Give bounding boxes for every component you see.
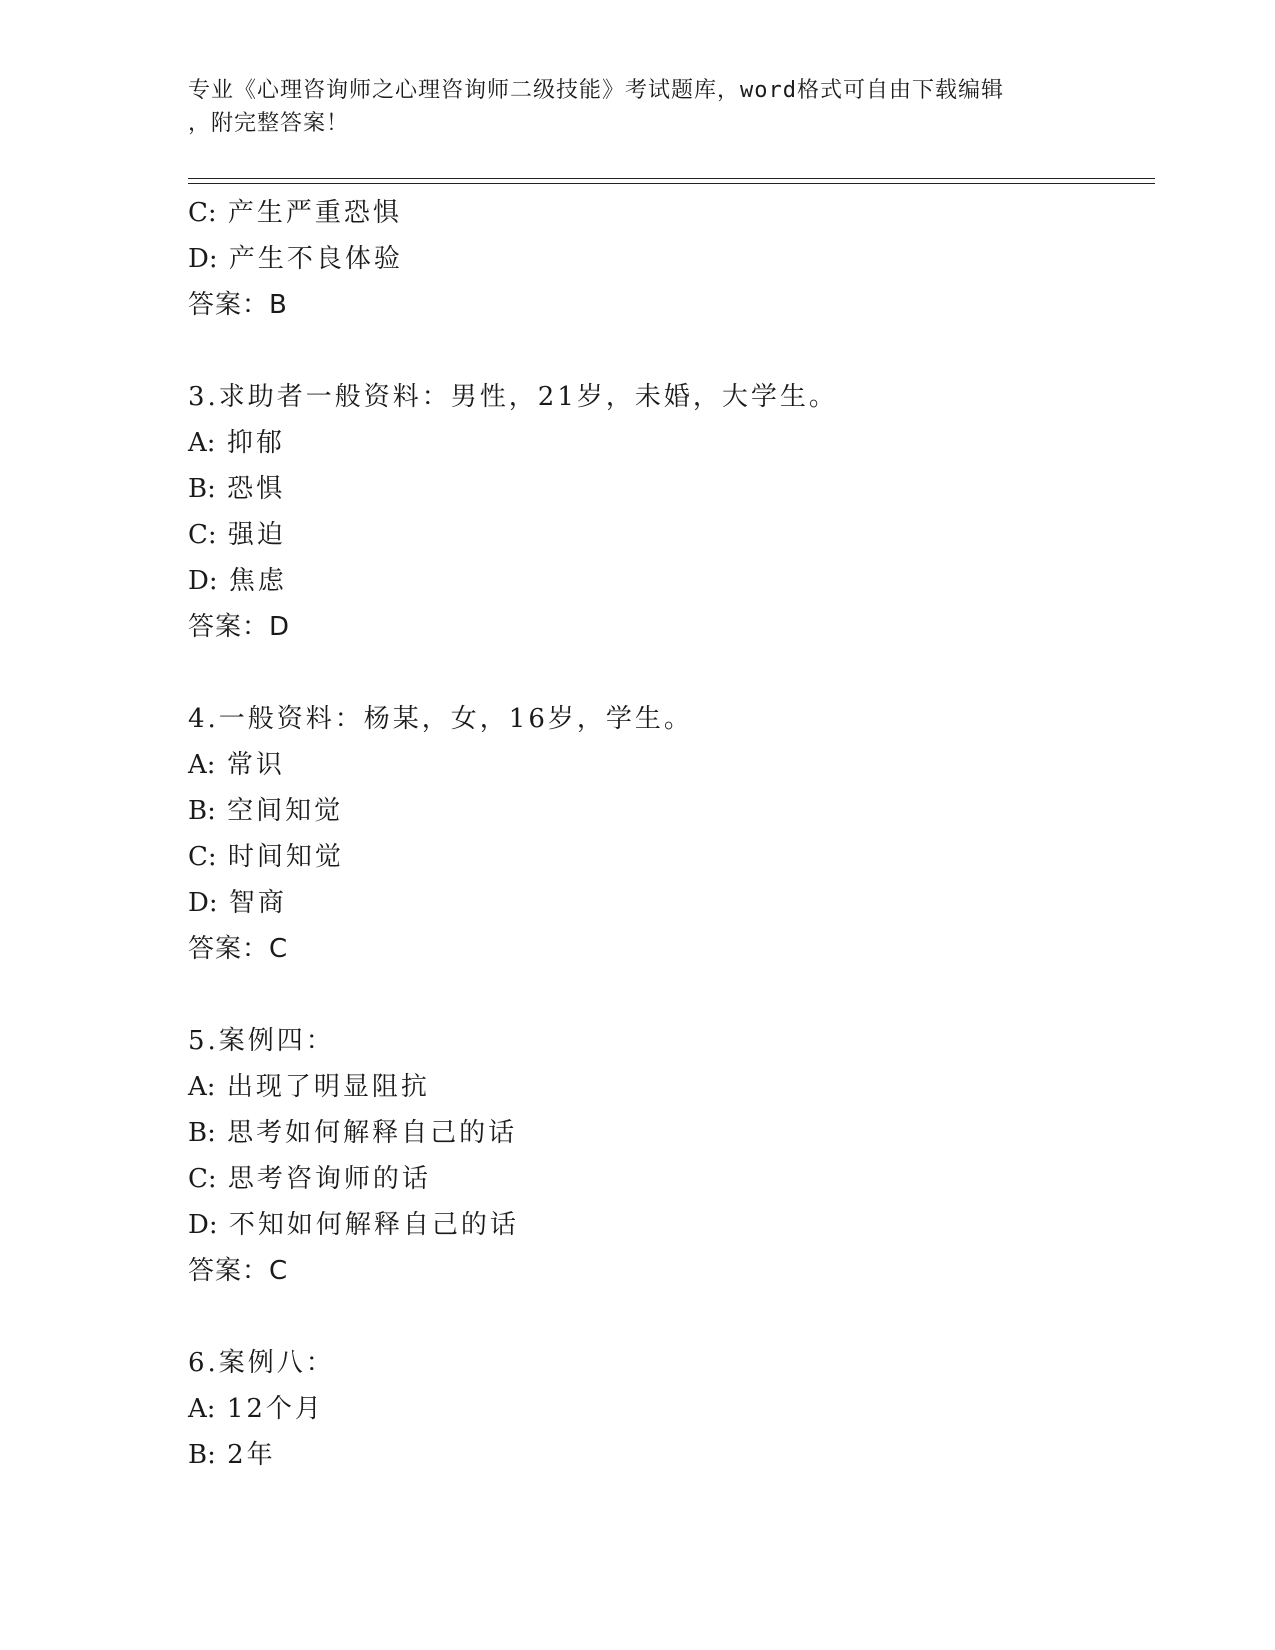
header-line-1: 专业《心理咨询师之心理咨询师二级技能》考试题库，word格式可自由下载编辑 [188,78,1004,103]
option-key: B: [188,474,216,504]
option-key: C: [188,842,217,872]
q4-option-d [188,880,1148,926]
q3-option-d [188,558,1148,604]
q4-stem: 4.一般资料：杨某，女，16岁，学生。 [188,704,693,734]
option-key: C: [188,520,217,550]
q3-stem: 3.求助者一般资料：男性，21岁，未婚，大学生。 [188,382,838,412]
q2-option-c [188,190,1148,236]
option-key: D: [188,566,218,596]
spacer [188,328,1148,374]
option-text: 思考咨询师的话 [227,1164,431,1194]
spacer [188,1294,1148,1340]
option-text: 抑郁 [226,428,285,458]
option-key: D: [188,244,218,274]
q4-option-a [188,742,1148,788]
option-key: A: [188,1072,216,1102]
option-key: B: [188,1118,216,1148]
q3-option-a [188,420,1148,466]
option-text: 出现了明显阻抗 [226,1072,430,1102]
option-text: 不知如何解释自己的话 [228,1210,519,1240]
q3-option-b [188,466,1148,512]
q3-answer: 答案：D [188,612,291,642]
q2-option-d [188,236,1148,282]
spacer [188,972,1148,1018]
option-key: B: [188,1440,216,1470]
option-text: 产生不良体验 [228,244,403,274]
q2-answer: 答案：B [188,290,288,320]
q5-option-a [188,1064,1148,1110]
option-text: 强迫 [227,520,286,550]
option-text: 思考如何解释自己的话 [227,1118,518,1148]
header-divider-bottom [188,183,1155,184]
option-key: D: [188,888,218,918]
q4-option-b [188,788,1148,834]
q3-option-c [188,512,1148,558]
option-key: C: [188,198,217,228]
q6-option-b [188,1432,1148,1478]
spacer [188,650,1148,696]
option-text: 产生严重恐惧 [227,198,402,228]
option-key: A: [188,1394,216,1424]
q5-stem: 5.案例四： [188,1026,335,1056]
option-text: 12个月 [226,1394,324,1424]
option-key: C: [188,1164,217,1194]
q5-option-c [188,1156,1148,1202]
q6-stem: 6.案例八： [188,1348,335,1378]
header-line-2: ，附完整答案！ [188,111,350,136]
option-key: A: [188,750,216,780]
header-divider-top [188,178,1155,179]
option-text: 焦虑 [228,566,287,596]
document-header [188,74,1088,140]
q4-option-c [188,834,1148,880]
q5-answer: 答案：C [188,1256,289,1286]
option-text: 恐惧 [227,474,286,504]
question-list [188,190,1148,1478]
q6-option-a [188,1386,1148,1432]
option-text: 时间知觉 [227,842,344,872]
option-text: 智商 [228,888,287,918]
option-key: D: [188,1210,218,1240]
option-text: 常识 [226,750,285,780]
option-text: 2年 [227,1440,276,1470]
option-key: A: [188,428,216,458]
option-key: B: [188,796,216,826]
q5-option-d [188,1202,1148,1248]
option-text: 空间知觉 [227,796,344,826]
q4-answer: 答案：C [188,934,289,964]
q5-option-b [188,1110,1148,1156]
